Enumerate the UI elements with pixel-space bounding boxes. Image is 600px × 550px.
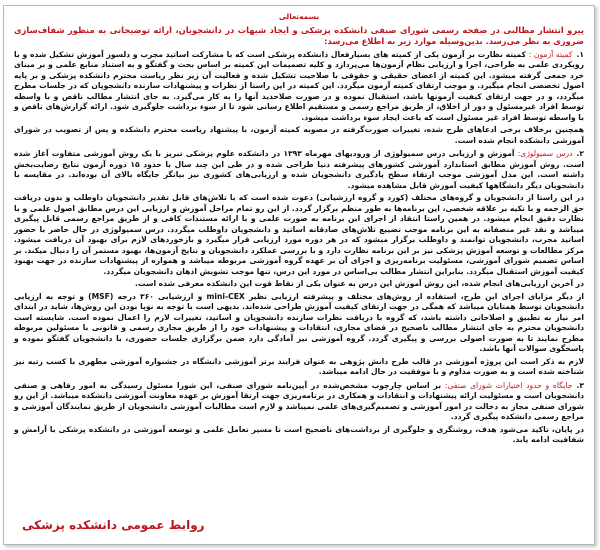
section-paragraph: [14, 381, 584, 423]
section-exam-committee: [14, 50, 584, 147]
section-semiology: [14, 149, 584, 378]
section-text: کمیته نظارت بر آزمون یکی از کمیته های بسیارفعال دانشکده پزشکی است که با مشارکت اساتید مجرب و دلسوز آموزش تشکیل شده و با رویکردی علمی به طراحی، اجرا و ارزیابی نظام آزمون‌ها می‌پردازد و کلیه تصمیمات این کمیته بر اساس بحث و گفتگو و به استناد منابع علمی و بر مبنای خرد جمعی گرفته میشود. این کمیته از اعضای حقیقی و حقوقی با صلاحیت تشکیل شده و فعالیت آن زیر نظر ریاست محترم دانشکده پزشکی و بر پایه اصول تخصصی انجام میگیرد. و موجب ارتقای کمیته آزمون میگردد. این کمیته در این راستا از نظرات و پیشنهادات سازنده دانشجویان که در جلسات مطرح میگردد، و در جهت ارتقای کیفیت آزمونها باشد، استقبال نموده و در صورت صلاحدید آنها را به کار می‌گیرد. به جای انتشار مطالب ناقص و با واسطه توسط افراد غیرمسئول و دور از اخلاق، از طریق مراجع رسمی و مستقیم اطلاع رسانی شود تا از سوء برداشت جلوگیری شود. ارائه گزارش‌های ناقص و با واسطه توسط افراد غیر مسئول است که باعث ایجاد سوء برداشت میشود.: [14, 49, 584, 122]
section-paragraph: [14, 149, 584, 191]
section-keyword: جایگاه و حدود اختیارات شورای صنفی:: [444, 380, 573, 390]
section-number: ۱.: [576, 49, 585, 59]
section-number: ۲.: [576, 149, 584, 158]
section-paragraph: در این راستا از دانشجویان و گروه‌های مختلف (کورد و گروه ارزشیابی) دعوت شده است که با تلاش‌های قابل تقدیر دانشجویان داوطلب و بدون دریافت حق الزحمه و با تکیه بر علاقه شخصی، این برنامه‌ها به طور منظم برگزار گردد. از این رو تمام مراحل آموزش و ارزیابی این درس مطابق اصول علمی و با نظارت دقیق انجام میشود. در همین راستا انتقاد از اجرای این برنامه به صورت علمی و با ارائه مستندات کافی و از طریق مراجع رسمی قابل پیگیری میباشد و نقد غیر منصفانه به این برنامه موجب تضییع تلاش‌های صادقانه اساتید و دانشجویان داوطلب میگردد. درس سمیولوژی در حال حاضر با حضور اساتید مجرب، دانشجویان توانمند و داوطلب برگزار میشود که در هر دوره مورد ارزیابی قرار میگیرد و بازخوردهای لازم برای بهبود آن دریافت میشود. مرکز مطالعات و توسعه آموزش پزشکی نیز بر این برنامه نظارت دارد و با بررسی عملکرد دانشجویان و نتایج آزمون‌ها، بهبود مستمر آن را دنبال میکند. بر اساس تصمیم شورای آموزشی، مسئولیت برنامه‌ریزی و اجرای آن بر عهده گروه آموزشی مربوطه میباشد و همواره از پیشنهادات سازنده در جهت بهبود کیفیت آموزش استقبال میگردد. بنابراین انتشار مطالب بی‌اساس در مورد این درس، تنها موجب تشویش اذهان دانشجویان میگردد.: [14, 193, 584, 276]
basmala: بسمه‌تعالی: [278, 12, 320, 21]
section-paragraph: از دیگر مزایای اجرای این طرح، استفاده از روش‌های مختلف و پیشرفته ارزیابی نظیر mini-CEX و ارزشیابی ۳۶۰ درجه (MSF) و توجه به ارزیابی دانشجویان توسط همتایان میباشد که همگی در جهت ارتقای کیفیت آموزش طراحی شده‌اند. بدیهی است با توجه به نوپا بودن این روش‌ها، شاید در ابتدای امر نیاز به تطبیق و اصلاحاتی داشته باشد، که گروه با دریافت نظرات سازنده دانشجویان و اساتید، تغییرات لازم را اعمال نموده است. شایسته است دانشجویان محترم به جای انتشار مطالب ناصحیح در فضای مجازی، انتقادات و پیشنهادات خود را از طریق مجاری رسمی و قانونی با مسئولین مربوطه مطرح نمایند تا به صورت اصولی بررسی و پیگیری گردد. گروه آموزشی نیز آمادگی دارد ضمن برگزاری جلسات حضوری، با دانشجویان گفتگو نموده و پاسخگوی سوالات آنها باشد.: [14, 291, 585, 353]
section-paragraph: [14, 50, 584, 124]
section-keyword: درس سمیولوژی:: [517, 149, 573, 158]
section-paragraph: لازم به ذکر است این پروژه آموزشی در قالب طرح دانش پژوهی به عنوان فرایند برتر آموزشی دانشگاه در جشنواره آموزشی مطهری با کسب رتبه نیز شناخته شده است و به صورت مداوم و با موفقیت در حال ادامه میباشد.: [14, 356, 584, 376]
statement-body: [4, 6, 594, 446]
section-paragraph: در آخرین ارزیابی‌های انجام شده، این روش آموزش این درس به عنوان یکی از نقاط قوت این دانشکده معرفی شده است.: [135, 279, 584, 288]
section-paragraph: در پایان، تاکید می‌شود هدف، روشنگری و جلوگیری از برداشت‌های ناصحیح است تا مسیر تعامل علمی و توسعه آموزشی در دانشکده پزشکی با آرامش و شفافیت ادامه یابد.: [14, 424, 584, 444]
section-text: بر اساس چارچوب مشخص‌شده در آیین‌نامه شورای صنفی، این شورا مسئول رسیدگی به امور رفاهی و صنفی دانشجویان است و مسئولیت ارائه پیشنهادات و انتقادات و همکاری در برنامه‌ریزی جهت ارتقا آموزش بر عهده معاونت آموزشی دانشکده میباشد. از این رو شورای صنفی مجاز به دخالت در امور آموزشی و تصمیم‌گیری‌های علمی نمیباشد و لازم است مطالبات آموزشی دانشجویان از طریق نمایندگان آموزشی و مراجع رسمی دانشکده پیگیری گردد.: [14, 380, 584, 421]
section-number: ۳.: [576, 380, 584, 390]
section-keyword: کمیته آزمون :: [528, 49, 573, 59]
document-page: [3, 5, 595, 545]
section-text: آموزش و ارزیابی درس سمیولوژی از ورودیهای مهرماه ۱۳۹۳ در دانشکده علوم پزشکی تبریز با یک روش آموزشی متفاوت آغاز شده است. روش آموزش مطابق استاندارد آموزشی کشورهای پیشرفته دنیا طراحی شده و در طی این چند سال با حدود ۱۵ دوره آزمون نتایج رضایت‌بخش داشته است. این مدل آموزشی موجب ارتقاء سطح یادگیری دانشجویان شده و ارزیابی‌های کشوری نیز بیانگر جایگاه بالای آن بوده‌اند. در مقایسه با دانشجویان دیگر دانشگاهها کیفیت آموزش قابل مشاهده میشود.: [14, 149, 584, 190]
section-paragraph: همچنین برخلاف برخی ادعاهای طرح شده، تغییرات صورت‌گرفته در مصوبه کمیته آزمون، با پیشنهاد ریاست محترم دانشکده و پس از تصویب در شورای آموزشی دانشکده انجام شده است.: [14, 125, 584, 145]
section-guild-council: [14, 381, 584, 446]
statement-headline: پیرو انتشار مطالبی در صفحه رسمی شورای صنفی دانشکده پزشکی و ایجاد شبهات در دانشجویان، ارائه توضیحاتی به منظور شفاف‌سازی ضروری به نظر می‌رسد. بدین‌وسیله موارد زیر به اطلاع می‌رسد:: [14, 24, 584, 46]
signature: روابط عمومی دانشکده پزشکی: [22, 518, 205, 532]
